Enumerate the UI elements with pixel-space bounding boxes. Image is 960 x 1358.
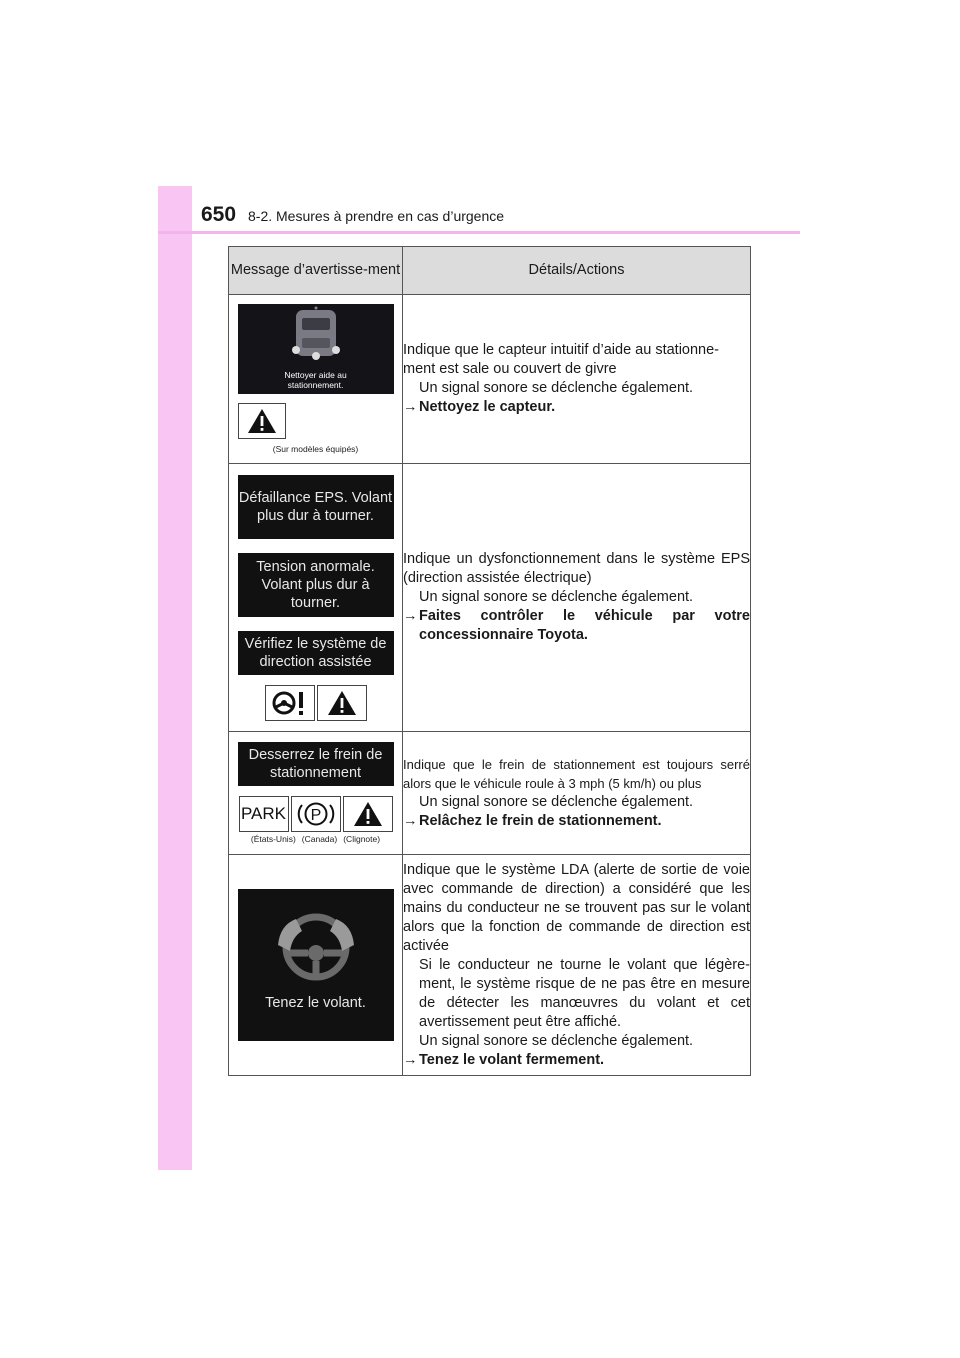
section-title: 8-2. Mesures à prendre en cas d’urgence <box>248 208 505 224</box>
equipped-note: (Sur modèles équipés) <box>272 444 359 454</box>
table-row <box>229 855 751 1076</box>
arrow-icon: → <box>403 399 418 415</box>
action-line <box>403 607 750 645</box>
abnormal-voltage-message: Tension anormale. Volant plus dur à tourner. <box>238 553 394 617</box>
action-text: Nettoyez le capteur. <box>419 399 556 415</box>
icon-labels <box>229 834 402 844</box>
action-line <box>403 398 750 417</box>
header-line <box>158 231 800 234</box>
message-cell <box>229 295 403 464</box>
action-line <box>403 1051 750 1070</box>
details-cell <box>403 855 751 1076</box>
details-subnote: Un signal sonore se déclenche également. <box>419 1032 694 1049</box>
warning-triangle-icon <box>317 685 367 721</box>
table-header-row <box>229 247 751 295</box>
p-letter: P <box>310 807 321 824</box>
message-cell <box>229 732 403 855</box>
table-row <box>229 464 751 732</box>
header-message: Message d’avertisse-ment <box>229 247 403 295</box>
parking-brake-message: Desserrez le frein de stationnement <box>238 742 394 786</box>
details-subnote: Un signal sonore se déclenche également. <box>419 794 694 810</box>
warning-table <box>228 246 751 1076</box>
action-text: Relâchez le frein de stationnement. <box>419 813 662 829</box>
action-line <box>403 812 750 831</box>
hands-on-wheel-icon <box>238 889 394 999</box>
hold-wheel-text: Tenez le volant. <box>265 995 366 1011</box>
label-usa: (États-Unis) <box>250 834 296 844</box>
action-text: Faites contrôler le véhicule par votre concessionnaire Toyota. <box>419 608 750 643</box>
message-cell <box>229 464 403 732</box>
parking-sensor-screen <box>238 304 394 394</box>
page-number: 650 <box>201 203 237 226</box>
arrow-icon: → <box>403 608 418 624</box>
details-text: Indique que le système LDA (alerte de sortie de voie avec commande de direction) a considéré que les mains du conducteur ne se trouvent pas sur le volant alors que la fonction de commande de direction est activée <box>403 861 750 954</box>
label-canada: (Canada) <box>301 834 338 844</box>
parking-sensor-text: Nettoyer aide au stationnement. <box>284 370 347 390</box>
steering-warning-icon <box>265 685 315 721</box>
table-row <box>229 295 751 464</box>
arrow-icon: → <box>403 1051 418 1068</box>
park-text: PARK <box>240 804 287 823</box>
details-subnote: Un signal sonore se déclenche également. <box>419 380 694 396</box>
action-text: Tenez le volant fermement. <box>419 1051 605 1068</box>
details-subnote: Un signal sonore se déclenche également. <box>419 589 694 605</box>
details-text: Indique que le frein de stationnement est toujours serré alors que le véhicule roule à 3 mph (5 km/h) ou plus <box>403 757 750 791</box>
details-subnote: Si le conducteur ne tourne le volant que légère-ment, le système risque de ne pas être en mesure de détecter les manœuvres du volant et cet avertissement peut être affiché. <box>419 956 750 1030</box>
warning-triangle-icon <box>343 796 393 832</box>
arrow-icon: → <box>403 813 418 829</box>
parking-brake-icon <box>291 796 341 832</box>
message-cell <box>229 855 403 1076</box>
warning-triangle-icon <box>238 403 286 439</box>
park-icon <box>239 796 289 832</box>
label-flashing: (Clignote) <box>343 834 381 844</box>
eps-failure-message: Défaillance EPS. Volant plus dur à tourner. <box>238 475 394 539</box>
side-band <box>158 186 192 1170</box>
details-cell <box>403 295 751 464</box>
details-cell <box>403 464 751 732</box>
details-text: Indique que le capteur intuitif d’aide au stationne-ment est sale ou couvert de givre <box>403 342 719 377</box>
table-row <box>229 732 751 855</box>
details-text: Indique un dysfonctionnement dans le système EPS (direction assistée électrique) <box>403 551 750 586</box>
check-steering-message: Vérifiez le système de direction assistée <box>238 631 394 675</box>
details-cell <box>403 732 751 855</box>
header-details: Détails/Actions <box>403 247 751 295</box>
hold-wheel-screen <box>238 889 394 1041</box>
